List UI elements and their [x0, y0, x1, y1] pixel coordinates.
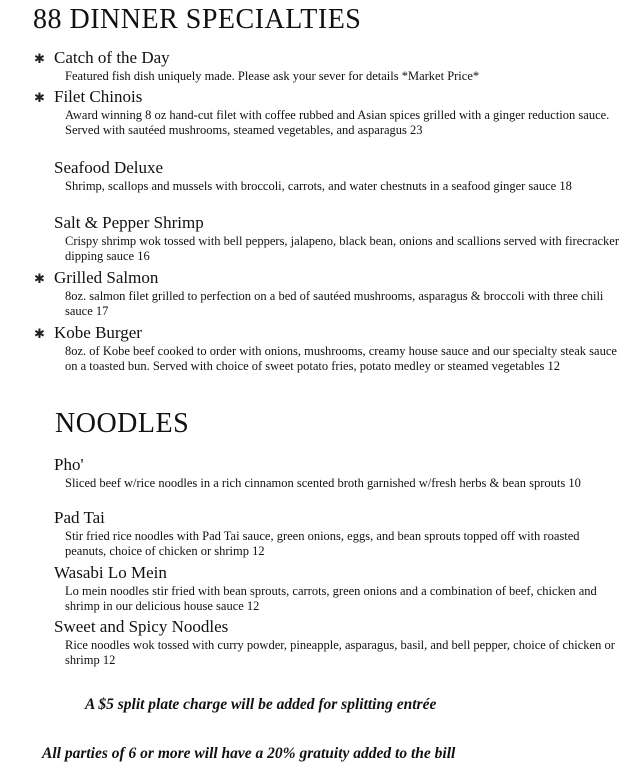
menu-item-name-row	[34, 617, 614, 637]
menu-item	[34, 213, 620, 264]
menu-item-name-row	[34, 323, 614, 343]
menu-item-name: Catch of the Day	[54, 48, 170, 67]
menu-item-name-row	[34, 158, 614, 178]
asterisk-star-icon: ✱	[34, 51, 45, 66]
menu-item-name: Filet Chinois	[54, 87, 143, 106]
menu-item	[34, 508, 614, 559]
asterisk-star-icon: ✱	[34, 326, 45, 341]
menu-item-description: 8oz. of Kobe beef cooked to order with onions, mushrooms, creamy house sauce and our specialty steak sauce on a toasted bun. Served with choice of sweet potato fries, potato medley or steamed vegetables 12	[65, 344, 617, 373]
menu-item-name: Grilled Salmon	[54, 268, 159, 287]
menu-item-description: Lo mein noodles stir fried with bean sprouts, carrots, green onions and a combination of beef, chicken and shrimp in our delicious house sauce 12	[65, 584, 597, 613]
menu-item-name: Sweet and Spicy Noodles	[54, 617, 229, 636]
menu-item	[34, 455, 614, 491]
menu-item	[34, 87, 614, 138]
menu-item-name: Wasabi Lo Mein	[54, 563, 167, 582]
menu-item	[34, 323, 617, 374]
menu-item	[34, 563, 614, 614]
split-charge-note: A $5 split plate charge will be added for splitting entrée	[85, 696, 437, 713]
menu-item-name-row	[34, 508, 614, 528]
menu-item-name: Pad Tai	[54, 508, 105, 527]
menu-item-name-row	[34, 48, 614, 68]
menu-item-description: Sliced beef w/rice noodles in a rich cinnamon scented broth garnished w/fresh herbs & bean sprouts 10	[65, 476, 581, 490]
gratuity-note: All parties of 6 or more will have a 20% gratuity added to the bill	[42, 745, 456, 762]
menu-item-name-row	[34, 455, 614, 475]
menu-item-name: Seafood Deluxe	[54, 158, 164, 177]
menu-item-description: Rice noodles wok tossed with curry powder, pineapple, asparagus, basil, and bell pepper, choice of chicken or shrimp 12	[65, 638, 615, 667]
menu-item-description: Crispy shrimp wok tossed with bell peppers, jalapeno, black bean, onions and scallions served with firecracker dipping sauce 16	[65, 234, 620, 263]
menu-item-description: Award winning 8 oz hand-cut filet with coffee rubbed and Asian spices grilled with a ginger reduction sauce. Served with sautéed mushrooms, steamed vegetables, and asparagus 23	[65, 108, 610, 137]
menu-item-name: Salt & Pepper Shrimp	[54, 213, 204, 232]
menu-item-name: Kobe Burger	[54, 323, 142, 342]
menu-item	[34, 158, 614, 194]
menu-item-name-row	[34, 563, 614, 583]
menu-item	[34, 617, 614, 668]
menu-item-name-row	[34, 213, 614, 233]
asterisk-star-icon: ✱	[34, 271, 45, 286]
dinner-specialties-title: 88 DINNER SPECIALTIES	[33, 4, 362, 35]
menu-item-description: 8oz. salmon filet grilled to perfection on a bed of sautéed mushrooms, asparagus & broccoli with three chili sauce 17	[65, 289, 604, 318]
menu-item-description: Featured fish dish uniquely made. Please ask your sever for details *Market Price*	[65, 69, 480, 83]
menu-item-name: Pho'	[54, 455, 84, 474]
asterisk-star-icon: ✱	[34, 90, 45, 105]
noodles-title: NOODLES	[55, 408, 190, 439]
menu-item	[34, 48, 614, 84]
menu-item-description: Shrimp, scallops and mussels with broccoli, carrots, and water chestnuts in a seafood ginger sauce 18	[65, 179, 572, 193]
menu-item	[34, 268, 614, 319]
menu-item-name-row	[34, 87, 614, 107]
menu-item-description: Stir fried rice noodles with Pad Tai sauce, green onions, eggs, and bean sprouts topped off with roasted peanuts, choice of chicken or shrimp 12	[65, 529, 580, 558]
menu-item-name-row	[34, 268, 614, 288]
